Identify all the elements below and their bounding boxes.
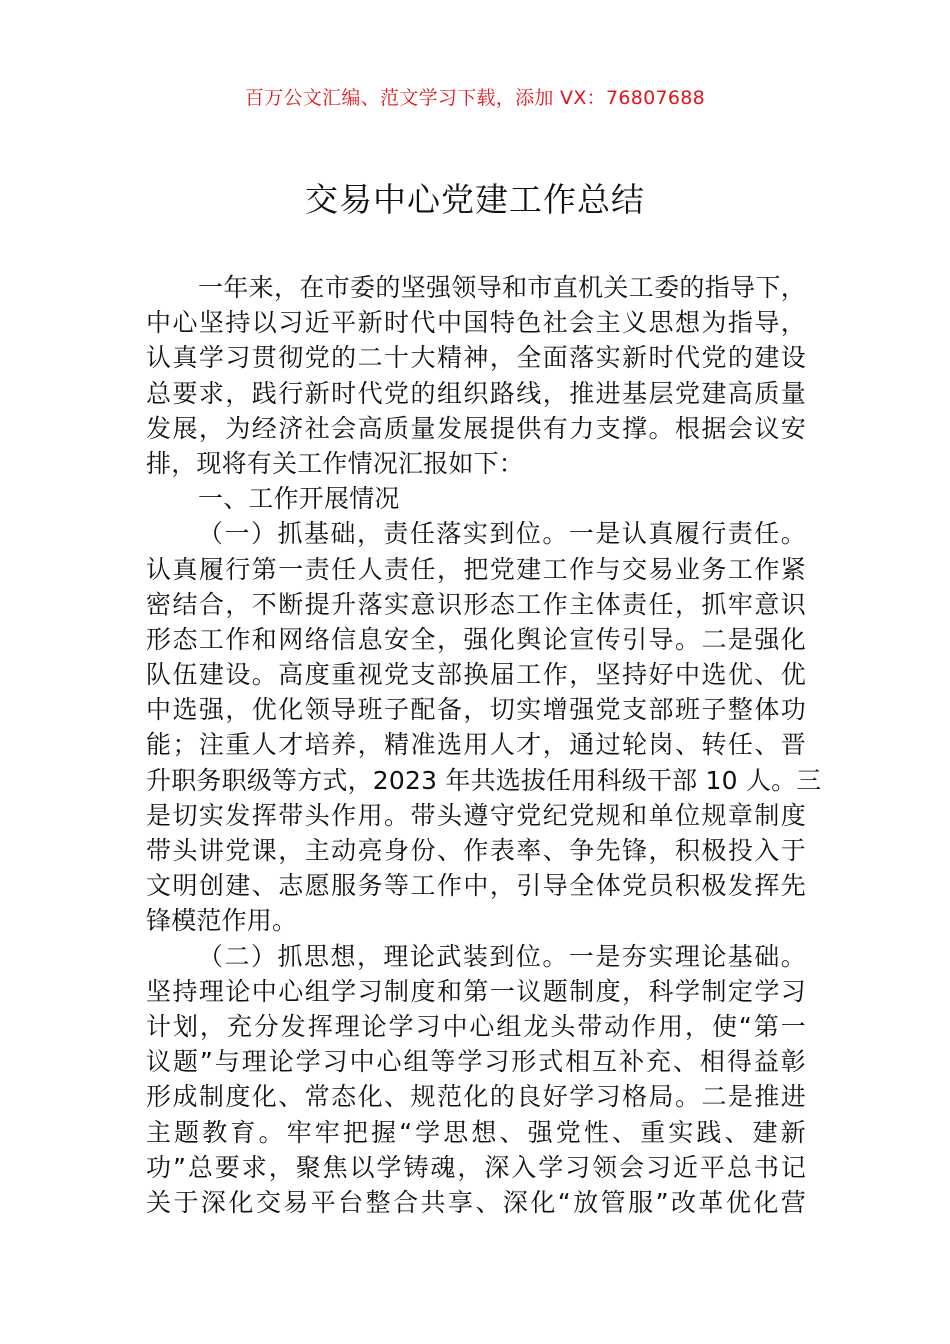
body-line: 认真履行第一责任人责任，把党建工作与交易业务工作紧 <box>146 554 806 584</box>
watermark-banner: 百万公文汇编、范文学习下载，添加 VX：76807688 <box>244 87 706 109</box>
body-line: 文明创建、志愿服务等工作中，引导全体党员积极发挥先 <box>146 871 806 901</box>
body-line: 一年来，在市委的坚强领导和市直机关工委的指导下， <box>198 273 806 302</box>
body-line: 能；注重人才培养，精准选用人才，通过轮岗、转任、晋 <box>146 730 806 760</box>
body-line: 功”总要求，聚焦以学铸魂，深入学习领会习近平总书记 <box>146 1152 806 1182</box>
body-line: 中选强，优化领导班子配备，切实增强党支部班子整体功 <box>146 695 806 725</box>
body-line: 计划，充分发挥理论学习中心组龙头带动作用，使“第一 <box>146 1011 806 1041</box>
body-line: 升职务职级等方式，2023 年共选拔任用科级干部 10 人。三 <box>146 765 822 795</box>
body-line: 总要求，践行新时代党的组织路线，推进基层党建高质量 <box>146 378 806 408</box>
body-line: 发展，为经济社会高质量发展提供有力支撑。根据会议安 <box>146 413 806 443</box>
body-line: 锋模范作用。 <box>146 906 298 936</box>
body-line: （一）抓基础，责任落实到位。一是认真履行责任。 <box>198 519 806 549</box>
body-line: 关于深化交易平台整合共享、深化“放管服”改革优化营 <box>146 1187 806 1217</box>
body-line: 形成制度化、常态化、规范化的良好学习格局。二是推进 <box>146 1082 806 1112</box>
body-line: 一、工作开展情况 <box>198 484 400 514</box>
body-line: 中心坚持以习近平新时代中国特色社会主义思想为指导， <box>146 308 806 338</box>
body-line: 形态工作和网络信息安全，强化舆论宣传引导。二是强化 <box>146 624 806 654</box>
body-line: 议题”与理论学习中心组等学习形式相互补充、相得益彰 <box>146 1047 806 1077</box>
body-line: 排，现将有关工作情况汇报如下： <box>146 448 525 478</box>
body-line: 带头讲党课，主动亮身份、作表率、争先锋，积极投入于 <box>146 836 806 865</box>
document-body <box>146 270 822 1220</box>
body-line: 是切实发挥带头作用。带头遵守党纪党规和单位规章制度 <box>146 800 806 830</box>
document-title: 交易中心党建工作总结 <box>305 180 645 219</box>
body-line: 队伍建设。高度重视党支部换届工作，坚持好中选优、优 <box>146 660 806 690</box>
body-line: 坚持理论中心组学习制度和第一议题制度，科学制定学习 <box>146 976 806 1006</box>
body-line: 主题教育。牢牢把握“学思想、强党性、重实践、建新 <box>146 1117 806 1147</box>
body-line: （二）抓思想，理论武装到位。一是夯实理论基础。 <box>198 941 806 971</box>
body-line: 认真学习贯彻党的二十大精神，全面落实新时代党的建设 <box>146 343 806 373</box>
body-line: 密结合，不断提升落实意识形态工作主体责任，抓牢意识 <box>146 589 806 619</box>
